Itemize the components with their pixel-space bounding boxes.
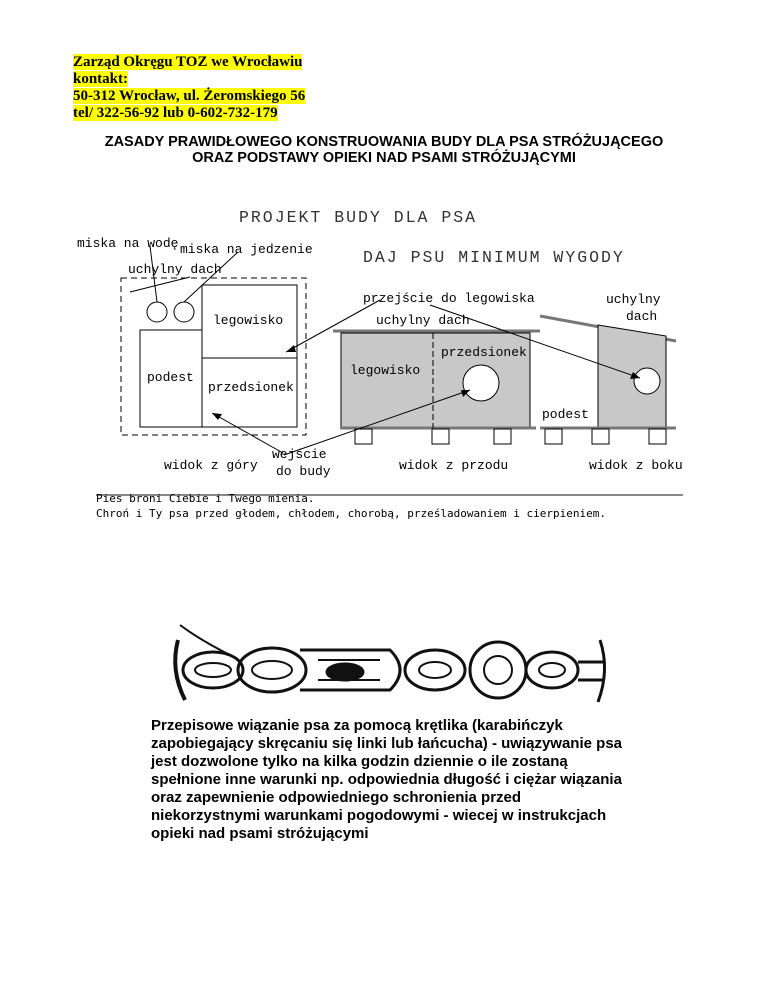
label-legowisko-front: legowisko [350,363,421,378]
title-line-2: ORAZ PODSTAWY OPIEKI NAD PSAMI STRÓŻUJĄCYMI [192,150,576,166]
label-widok-z-gory: widok z góry [164,458,258,473]
org-name: Zarząd Okręgu TOZ we Wrocławiu [73,54,303,70]
chain-caption: Przepisowe wiązanie psa za pomocą krętlika (karabińczyk zapobiegający skręcaniu się linki lub łańcucha) - uwiązywanie psa jest dozwolone tylko na kilka godzin dziennie o ile zostaną spełnione inne warunki np. odpowiednia długość i ciężar wiązania oraz zapewnienie odpowiedniego schronienia przed niekorzystnymi warunkami pogodowymi - wiecej w instrukcjach opieki nad psami stróżującymi [151,717,622,842]
diagram-note [96,491,606,521]
contact-label: kontakt: [73,71,129,87]
label-dach-side: dach [626,309,658,324]
label-miska-woda: miska na wodę [77,236,179,251]
diagram-slogan: DAJ PSU MINIMUM WYGODY [363,248,625,267]
label-uchylny-dach-top: uchylny dach [128,262,222,277]
label-przedsionek-top: przedsionek [208,380,294,395]
diagram-heading: PROJEKT BUDY DLA PSA [239,208,478,227]
label-uchylny-dach-front: uchylny dach [376,313,470,328]
note-line-2: Chroń i Ty psa przed głodem, chłodem, chorobą, prześladowaniem i cierpieniem. [96,507,606,520]
label-podest-top: podest [147,370,194,385]
label-widok-z-boku: widok z boku [589,458,683,473]
label-wejscie: wejście [272,447,327,462]
label-widok-z-przodu: widok z przodu [399,458,509,473]
label-podest-front: podest [542,407,589,422]
label-przedsionek-front: przedsionek [441,345,527,360]
label-miska-jedzenie: miska na jedzenie [180,242,313,257]
label-do-budy: do budy [276,464,331,479]
label-przejscie: przejście do legowiska [363,291,535,306]
address: 50-312 Wrocław, ul. Żeromskiego 56 [73,88,306,104]
note-line-1: Pies broni Ciebie i Twego mienia. [96,492,315,505]
label-uchylny-side: uchylny [606,292,661,307]
phone: tel/ 322-56-92 lub 0-602-732-179 [73,105,278,121]
chain-swivel-illustration [175,625,605,702]
label-legowisko-top: legowisko [213,313,284,328]
title-line-1: ZASADY PRAWIDŁOWEGO KONSTRUOWANIA BUDY DLA PSA STRÓŻUJĄCEGO [104,134,664,150]
